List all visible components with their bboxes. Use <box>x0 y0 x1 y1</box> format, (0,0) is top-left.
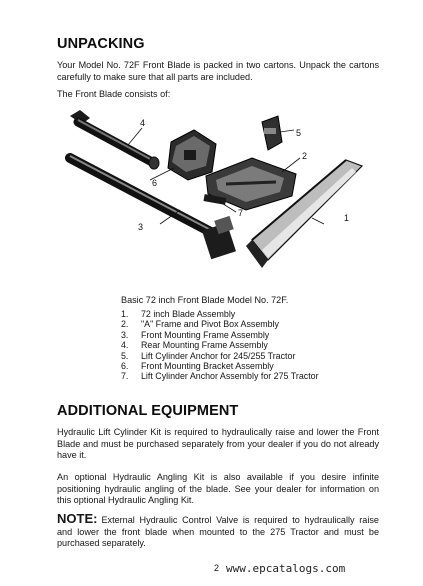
note-paragraph <box>57 513 379 550</box>
list-item: 5. Lift Cylinder Anchor for 245/255 Tractor <box>121 350 296 361</box>
unpacking-intro: Your Model No. 72F Front Blade is packed in two cartons. Unpack the cartons carefully to make sure that all parts are included. <box>57 60 379 82</box>
unpacking-heading: UNPACKING <box>57 36 145 52</box>
list-item: 6. Front Mounting Bracket Assembly <box>121 361 274 372</box>
consists-line: The Front Blade consists of: <box>57 89 171 99</box>
part-6-front-mounting-bracket <box>168 130 216 180</box>
callout-5: 5 <box>296 128 302 138</box>
note-text: External Hydraulic Control Valve is required to hydraulically raise and lower the front blade when mounted to the 275 Tractor and must be purchased separately. <box>57 515 379 549</box>
callout-4: 4 <box>140 118 146 128</box>
list-item: 3. Front Mounting Frame Assembly <box>121 329 270 340</box>
parts-list <box>121 309 319 382</box>
page-number: 2 <box>214 563 220 573</box>
note-label: NOTE: <box>57 511 98 526</box>
callout-2: 2 <box>302 151 308 161</box>
list-item: 7. Lift Cylinder Anchor Assembly for 275 Tractor <box>121 371 319 382</box>
front-blade-exploded-diagram <box>56 100 366 290</box>
callout-1: 1 <box>344 213 350 223</box>
parts-caption: Basic 72 inch Front Blade Model No. 72F. <box>121 295 289 305</box>
angling-kit-paragraph: An optional Hydraulic Angling Kit is also available if you desire infinite positioning hydraulic angling of the blade. See your dealer for information on this optional Hydraulic Angling Kit. <box>57 472 379 506</box>
watermark: www.epcatalogs.com <box>226 562 346 575</box>
callout-7: 7 <box>238 208 244 218</box>
part-5-lift-cylinder-anchor <box>262 116 282 150</box>
lift-cylinder-paragraph: Hydraulic Lift Cylinder Kit is required to hydraulically raise and lower the Front Blade and must be purchased separately from your dealer if you do not already have it. <box>57 427 379 461</box>
list-item: 1. 72 inch Blade Assembly <box>121 309 236 319</box>
list-item: 4. Rear Mounting Frame Assembly <box>121 340 268 351</box>
callout-6: 6 <box>152 178 158 188</box>
callout-3: 3 <box>138 222 144 232</box>
list-item: 2. "A" Frame and Pivot Box Assembly <box>121 319 279 330</box>
additional-equipment-heading: ADDITIONAL EQUIPMENT <box>57 403 239 419</box>
